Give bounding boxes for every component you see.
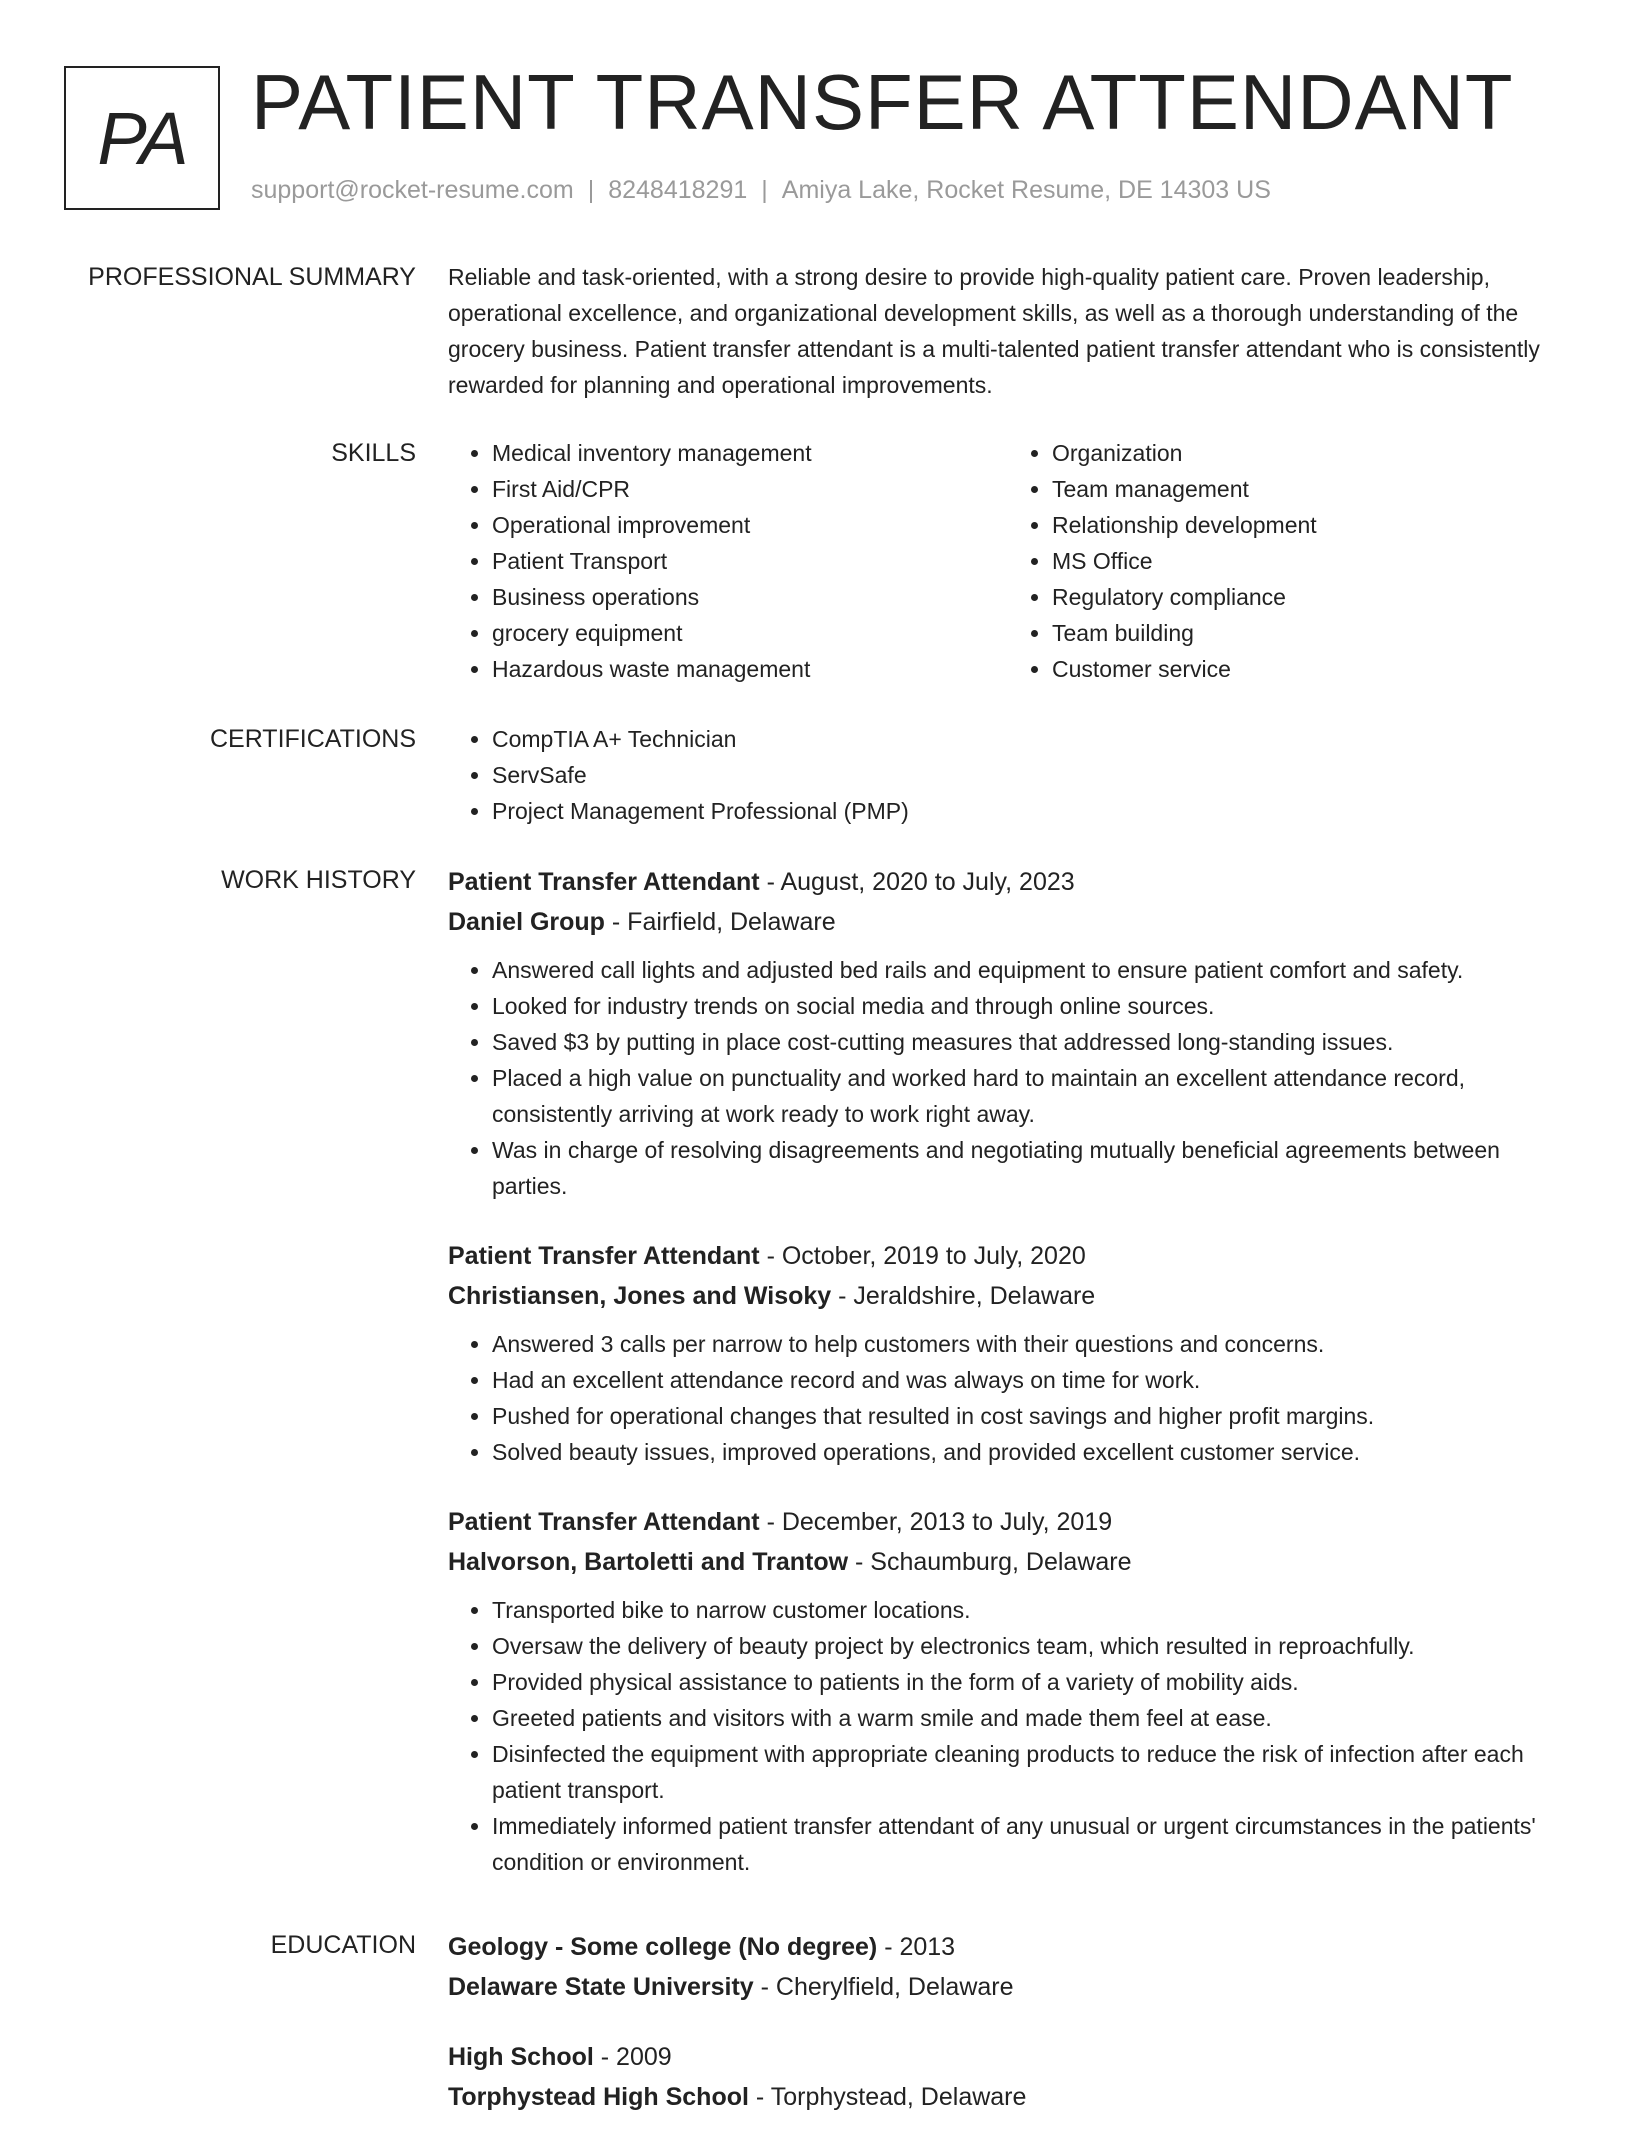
job-location: - Fairfield, Delaware [604,908,836,936]
contact-address: Amiya Lake, Rocket Resume, DE 14303 US [781,176,1271,204]
job-entry [448,1502,1568,1880]
job-location: - Jeraldshire, Delaware [831,1282,1096,1310]
skill-item: • MS Office [1052,543,1568,579]
job-bullet: • Disinfected the equipment with appropriate cleaning products to reduce the risk of infection after each patient transport. [492,1736,1568,1808]
job-bullet: • Was in charge of resolving disagreements and negotiating mutually beneficial agreements between parties. [492,1132,1568,1204]
job-dates: - December, 2013 to July, 2019 [759,1508,1113,1536]
skills-list-right [1008,435,1568,687]
summary-text: Reliable and task-oriented, with a strong desire to provide high-quality patient care. Proven leadership, operational excellence, and organizational development skills, as well as a thorough understanding of the grocery business. Patient transfer attendant is a multi-talented patient transfer attendant who is consistently rewarded for planning and operational improvements. [448,264,1540,398]
job-title-line [448,1502,1568,1542]
job-bullet: • Immediately informed patient transfer attendant of any unusual or urgent circumstances in the patients' condition or environment. [492,1808,1568,1880]
job-bullets [448,1592,1568,1880]
certification-item: • CompTIA A+ Technician [492,721,1568,757]
education-entry [448,1927,1568,2007]
certifications-body [448,721,1568,829]
job-bullet: • Solved beauty issues, improved operations, and provided excellent customer service. [492,1434,1568,1470]
education-year: - 2009 [593,2043,672,2071]
job-bullet: • Greeted patients and visitors with a warm smile and made them feel at ease. [492,1700,1568,1736]
education-school: Delaware State University [448,1973,754,2001]
job-bullets [448,1326,1568,1470]
education-school-line [448,1967,1568,2007]
job-bullet: • Had an excellent attendance record and was always on time for work. [492,1362,1568,1398]
job-bullet: • Placed a high value on punctuality and worked hard to maintain an excellent attendance record, consistently arriving at work ready to work right away. [492,1060,1568,1132]
skill-item: • grocery equipment [492,615,1008,651]
job-entry [448,1236,1568,1470]
job-bullet: • Saved $3 by putting in place cost-cutting measures that addressed long-standing issues. [492,1024,1568,1060]
job-bullet: • Looked for industry trends on social media and through online sources. [492,988,1568,1024]
job-title: Patient Transfer Attendant [448,1242,760,1270]
job-company-line [448,902,1568,942]
skill-item: • Hazardous waste management [492,651,1008,687]
job-bullet: • Pushed for operational changes that resulted in cost savings and higher profit margins. [492,1398,1568,1434]
certification-item: • Project Management Professional (PMP) [492,793,1568,829]
job-company: Christiansen, Jones and Wisoky [448,1282,832,1310]
skill-item: • Relationship development [1052,507,1568,543]
job-bullet: • Answered 3 calls per narrow to help customers with their questions and concerns. [492,1326,1568,1362]
monogram-text: PA [97,96,187,180]
education-body [448,1927,1568,2147]
education-year: - 2013 [877,1933,956,1961]
skills-title: SKILLS [331,439,416,467]
skill-item: • Customer service [1052,651,1568,687]
certification-item: • ServSafe [492,757,1568,793]
job-company-line [448,1276,1568,1316]
skill-item: • Team management [1052,471,1568,507]
education-degree: Geology - Some college (No degree) [448,1933,878,1961]
job-entry [448,862,1568,1204]
job-company: Daniel Group [448,908,605,936]
job-bullet: • Provided physical assistance to patients in the form of a variety of mobility aids. [492,1664,1568,1700]
skills-body [448,435,1568,687]
job-dates: - August, 2020 to July, 2023 [759,868,1075,896]
job-company: Halvorson, Bartoletti and Trantow [448,1548,849,1576]
skill-item: • Organization [1052,435,1568,471]
certifications-list [448,721,1568,829]
job-location: - Schaumburg, Delaware [848,1548,1132,1576]
contact-email: support@rocket-resume.com [251,176,574,204]
contact-separator: | [587,176,595,204]
job-bullet: • Transported bike to narrow customer locations. [492,1592,1568,1628]
education-degree: High School [448,2043,594,2071]
skill-item: • Medical inventory management [492,435,1008,471]
contact-phone: 8248418291 [608,176,748,204]
work-body [448,862,1568,1912]
skill-item: • Regulatory compliance [1052,579,1568,615]
job-title-line [448,1236,1568,1276]
work-title: WORK HISTORY [221,866,416,894]
education-school-line [448,2077,1568,2117]
skill-item: • Team building [1052,615,1568,651]
skill-item: • First Aid/CPR [492,471,1008,507]
education-school: Torphystead High School [448,2083,749,2111]
education-location: - Cherylfield, Delaware [753,1973,1014,2001]
job-bullets [448,952,1568,1204]
job-title: Patient Transfer Attendant [448,1508,760,1536]
education-title: EDUCATION [270,1931,416,1959]
skill-item: • Business operations [492,579,1008,615]
skills-list-left [448,435,1008,687]
resume-name: PATIENT TRANSFER ATTENDANT [251,58,1514,146]
job-bullet: • Oversaw the delivery of beauty project by electronics team, which resulted in reproachfully. [492,1628,1568,1664]
job-company-line [448,1542,1568,1582]
monogram-box [64,66,220,210]
contact-line [251,176,1271,205]
education-entry [448,2037,1568,2117]
job-bullet: • Answered call lights and adjusted bed rails and equipment to ensure patient comfort and safety. [492,952,1568,988]
job-dates: - October, 2019 to July, 2020 [759,1242,1086,1270]
job-title-line [448,862,1568,902]
skill-item: • Operational improvement [492,507,1008,543]
education-degree-line [448,2037,1568,2077]
summary-title: PROFESSIONAL SUMMARY [88,263,416,291]
contact-separator: | [761,176,768,204]
skill-item: • Patient Transport [492,543,1008,579]
education-location: - Torphystead, Delaware [748,2083,1027,2111]
job-title: Patient Transfer Attendant [448,868,760,896]
certifications-title: CERTIFICATIONS [209,725,416,753]
education-degree-line [448,1927,1568,1967]
